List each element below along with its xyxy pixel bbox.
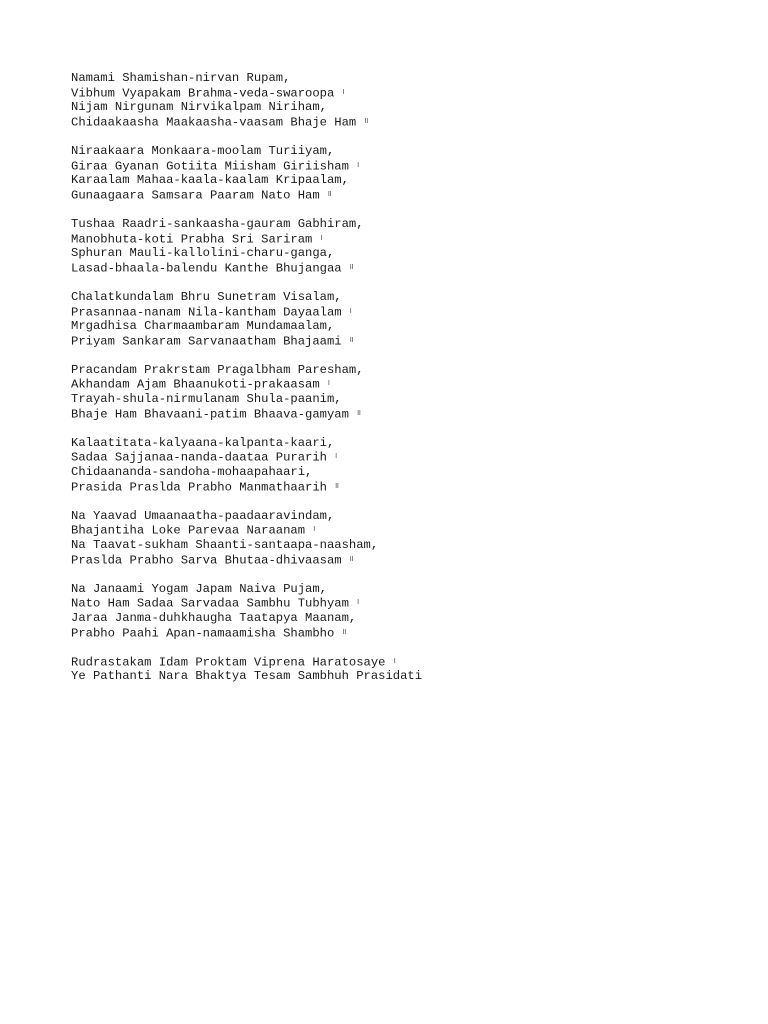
verse-text: Gunaagaara Samsara Paaram Nato Ham (71, 188, 327, 203)
verse-line (71, 596, 751, 611)
danda-mark: ॥ (363, 116, 369, 126)
danda-mark: । (356, 160, 360, 170)
stanza (71, 363, 751, 421)
verse-line (71, 377, 751, 392)
stanza (71, 655, 751, 684)
verse-text: Giraa Gyanan Gotiita Miisham Giriisham (71, 159, 357, 174)
verse-line (71, 261, 751, 276)
verse-text: Pracandam Prakrstam Pragalbham Paresham, (71, 362, 364, 377)
verse-text: Akhandam Ajam Bhaanukoti-prakaasam (71, 377, 327, 392)
verse-line (71, 480, 751, 495)
verse-text: Sphuran Mauli-kallolini-charu-ganga, (71, 246, 335, 261)
verse-text: Namami Shamishan-nirvan Rupam, (71, 71, 291, 85)
danda-mark: । (319, 233, 323, 243)
verse-line (71, 86, 751, 101)
verse-line (71, 188, 751, 203)
stanza (71, 71, 751, 129)
verse-line (71, 71, 751, 86)
stanza (71, 144, 751, 202)
danda-mark: । (348, 306, 352, 316)
verse-line (71, 173, 751, 188)
verse-text: Rudrastakam Idam Proktam Viprena Haratosaye (71, 655, 393, 670)
verse-text: Priyam Sankaram Sarvanaatham Bhajaami (71, 334, 349, 349)
verse-text: Niraakaara Monkaara-moolam Turiiyam, (71, 143, 335, 158)
verse-line (71, 232, 751, 247)
danda-mark: । (341, 87, 345, 97)
verse-text: Tushaa Raadri-sankaasha-gauram Gabhiram, (71, 216, 364, 231)
danda-mark: । (334, 452, 338, 462)
danda-mark: । (326, 379, 331, 389)
stanza (71, 509, 751, 567)
danda-mark: ॥ (348, 554, 354, 564)
danda-mark: ॥ (348, 335, 354, 345)
verse-line (71, 553, 751, 568)
verse-text: Ye Pathanti Nara Bhaktya Tesam Sambhuh Prasidati (71, 669, 423, 684)
verse-line (71, 509, 751, 524)
verse-line (71, 319, 751, 334)
verse-text: Jaraa Janma-duhkhaugha Taatapya Maanam, (71, 610, 357, 625)
verse-line (71, 115, 751, 130)
verse-text: Na Taavat-sukham Shaanti-santaapa-naasham, (71, 538, 379, 552)
danda-mark: । (312, 525, 316, 535)
verse-line (71, 436, 751, 451)
danda-mark: ॥ (326, 189, 332, 199)
verse-text: Mrgadhisa Charmaambaram Mundamaalam, (71, 319, 335, 334)
verse-line (71, 363, 751, 378)
verse-text: Karaalam Mahaa-kaala-kaalam Kripaalam, (71, 173, 349, 188)
verse-text: Chidaananda-sandoha-mohaapahaari, (71, 465, 313, 480)
verse-text: Prabho Paahi Apan-namaamisha Shambho (71, 626, 342, 641)
verse-text: Prasannaa-nanam Nila-kantham Dayaalam (71, 305, 349, 320)
verse-text: Trayah-shula-nirmulanam Shula-paanim, (71, 392, 342, 407)
verse-text: Nijam Nirgunam Nirvikalpam Niriham, (71, 100, 327, 115)
document-page (71, 71, 751, 699)
verse-text: Praslda Prabho Sarva Bhutaa-dhivaasam (71, 553, 349, 568)
danda-mark: ॥ (356, 408, 362, 418)
stanza (71, 290, 751, 348)
stanza (71, 582, 751, 640)
verse-text: Bhaje Ham Bhavaani-patim Bhaava-gamyam (71, 407, 357, 422)
verse-text: Prasida Praslda Prabho Manmathaarih (71, 480, 335, 495)
verse-text: Kalaatitata-kalyaana-kalpanta-kaari, (71, 435, 335, 450)
verse-line (71, 392, 751, 407)
danda-mark: ॥ (348, 262, 354, 272)
verse-text: Na Janaami Yogam Japam Naiva Pujam, (71, 581, 327, 596)
verse-line (71, 144, 751, 159)
verse-text: Manobhuta-koti Prabha Sri Sariram (71, 232, 320, 247)
verse-line (71, 159, 751, 174)
verse-line (71, 246, 751, 261)
verse-line (71, 217, 751, 232)
verse-text: Chalatkundalam Bhru Sunetram Visalam, (71, 289, 342, 304)
verse-text: Lasad-bhaala-balendu Kanthe Bhujangaa (71, 261, 349, 276)
stanza (71, 436, 751, 494)
verse-text: Nato Ham Sadaa Sarvadaa Sambhu Tubhyam (71, 596, 357, 611)
verse-line (71, 538, 751, 553)
verse-line (71, 582, 751, 597)
verse-text: Chidaakaasha Maakaasha-vaasam Bhaje Ham (71, 115, 364, 130)
verse-text: Bhajantiha Loke Parevaa Naraanam (71, 523, 313, 538)
verse-line (71, 407, 751, 422)
verse-line (71, 290, 751, 305)
verse-line (71, 305, 751, 320)
danda-mark: ॥ (341, 627, 347, 637)
verse-line (71, 626, 751, 641)
verse-text: Sadaa Sajjanaa-nanda-daataa Purarih (71, 450, 335, 465)
verse-line (71, 334, 751, 349)
verse-line (71, 450, 751, 465)
danda-mark: । (392, 656, 396, 666)
danda-mark: । (356, 598, 360, 608)
verse-line (71, 100, 751, 115)
verse-line (71, 611, 751, 626)
verse-text: Na Yaavad Umaanaatha-paadaaravindam, (71, 508, 335, 523)
verse-line (71, 465, 751, 480)
verse-line (71, 655, 751, 670)
verse-text: Vibhum Vyapakam Brahma-veda-swaroopa (71, 86, 342, 101)
verse-line (71, 669, 751, 684)
verse-line (71, 523, 751, 538)
danda-mark: ॥ (334, 481, 340, 491)
stanza (71, 217, 751, 275)
